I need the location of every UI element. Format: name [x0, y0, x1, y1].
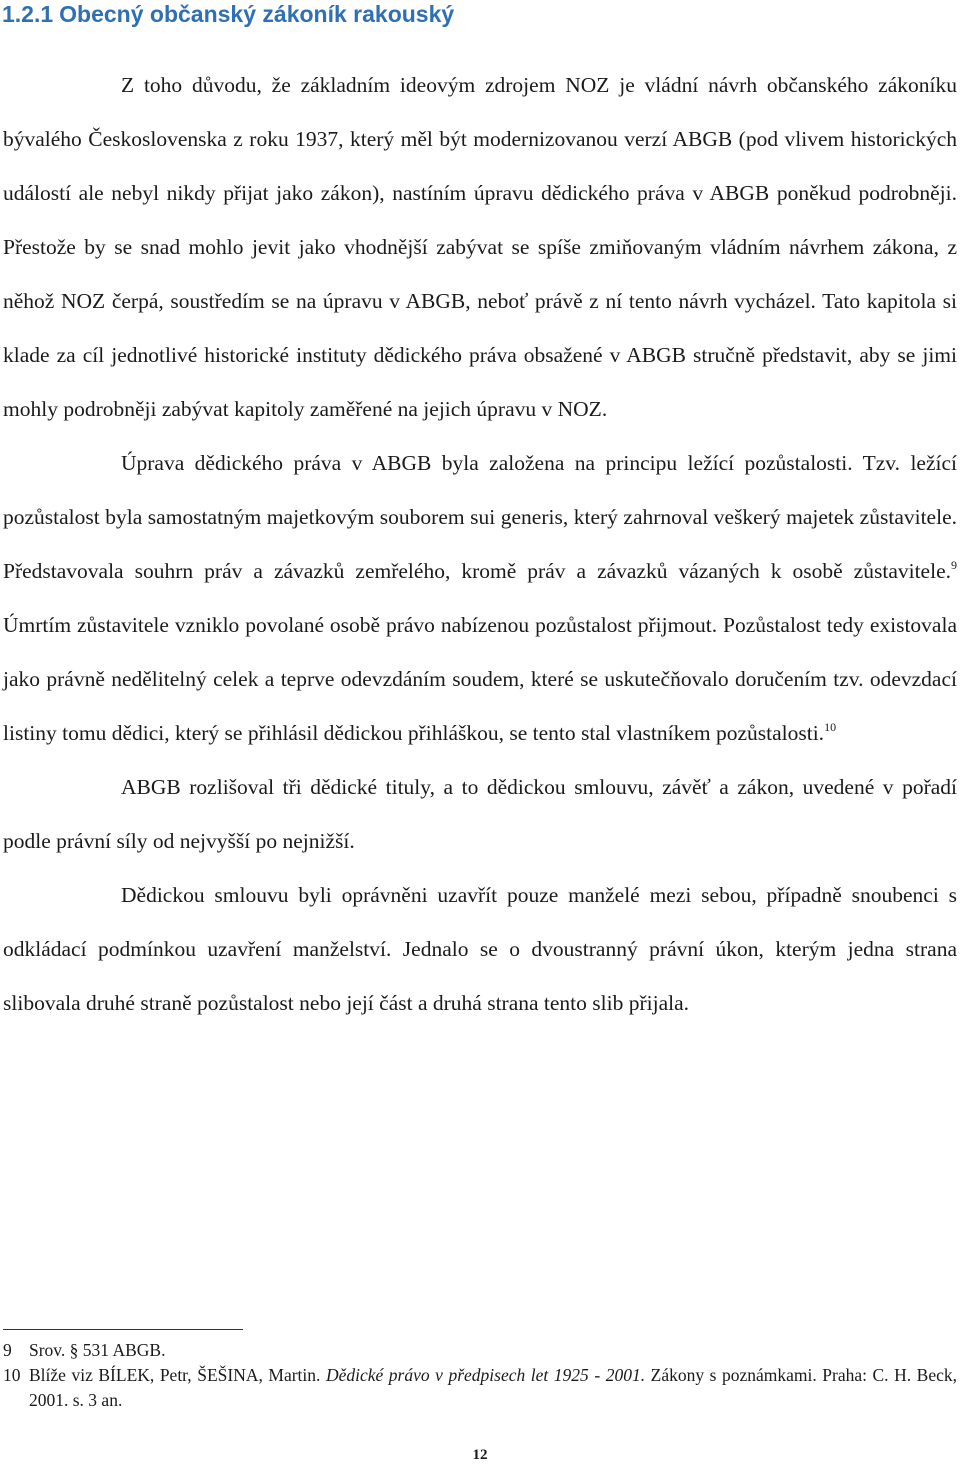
footnote-text-after: Zákony s poznámkami. Praha: C. H. Beck, 2001. s. 3 an. [29, 1365, 957, 1410]
paragraph-1: Z toho důvodu, že základním ideovým zdrojem NOZ je vládní návrh občanského zákoníku bývalého Československa z roku 1937, který měl být modernizovanou verzí ABGB (pod vlivem historických událostí ale nebyl nikdy přijat jako zákon), nastíním úpravu dědického práva v ABGB poněkud podrobněji. Přestože by se snad mohlo jevit jako vhodnější zabývat se spíše zmiňovaným vládním návrhem zákona, z něhož NOZ čerpá, soustředím se na úpravu v ABGB, neboť právě z ní tento návrh vycházel. Tato kapitola si klade za cíl jednotlivé historické instituty dědického práva obsažené v ABGB stručně představit, aby se jimi mohly podrobněji zabývat kapitoly zaměřené na jejich úpravu v NOZ. [3, 73, 957, 421]
footnote-number: 9 [3, 1340, 12, 1360]
section-title: Obecný občanský zákoník rakouský [59, 1, 455, 27]
paragraph-4: Dědickou smlouvu byli oprávněni uzavřít pouze manželé mezi sebou, případně snoubenci s odkládací podmínkou uzavření manželství. Jednalo se o dvoustranný právní úkon, kterým jedna strana slibovala druhé straně pozůstalost nebo její část a druhá strana tento slib přijala. [3, 883, 957, 1015]
footnote-ref-9[interactable]: 9 [951, 558, 957, 572]
footnote-9 [3, 1338, 957, 1363]
footnote-ref-10[interactable]: 10 [824, 720, 837, 734]
footnote-text-before: Blíže viz BÍLEK, Petr, ŠEŠINA, Martin. [29, 1365, 326, 1385]
paragraph-3: ABGB rozlišoval tři dědické tituly, a to dědickou smlouvu, závěť a zákon, uvedené v pořadí podle právní síly od nejvyšší po nejnižší. [3, 775, 957, 853]
page-number: 12 [472, 1447, 488, 1463]
paragraph-2-part-a: Úprava dědického práva v ABGB byla založena na principu ležící pozůstalosti. Tzv. ležící pozůstalost byla samostatným majetkovým souborem sui generis, který zahrnoval veškerý majetek zůstavitele. Představovala souhrn práv a závazků zemřelého, kromě práv a závazků vázaných k osobě zůstavitele. [3, 451, 957, 583]
footnote-separator [3, 1329, 243, 1330]
footnote-number: 10 [3, 1365, 21, 1385]
paragraph-2-part-b: Úmrtím zůstavitele vzniklo povolané osobě právo nabízenou pozůstalost přijmout. Pozůstalost tedy existovala jako právně nedělitelný celek a teprve odevzdáním soudem, které se uskutečňovalo doručením tzv. odevzdací listiny tomu dědici, který se přihlásil dědickou přihláškou, se tento stal vlastníkem pozůstalosti. [3, 613, 957, 745]
footnotes [3, 1338, 957, 1413]
footnote-text: Srov. § 531 ABGB. [29, 1340, 166, 1360]
section-heading [2, 0, 454, 28]
section-number: 1.2.1 [2, 1, 54, 27]
footnote-book-title: Dědické právo v předpisech let 1925 - 2001. [325, 1365, 646, 1385]
paragraph-2 [3, 436, 957, 760]
footnote-10 [3, 1363, 957, 1413]
body-text [3, 58, 957, 1030]
